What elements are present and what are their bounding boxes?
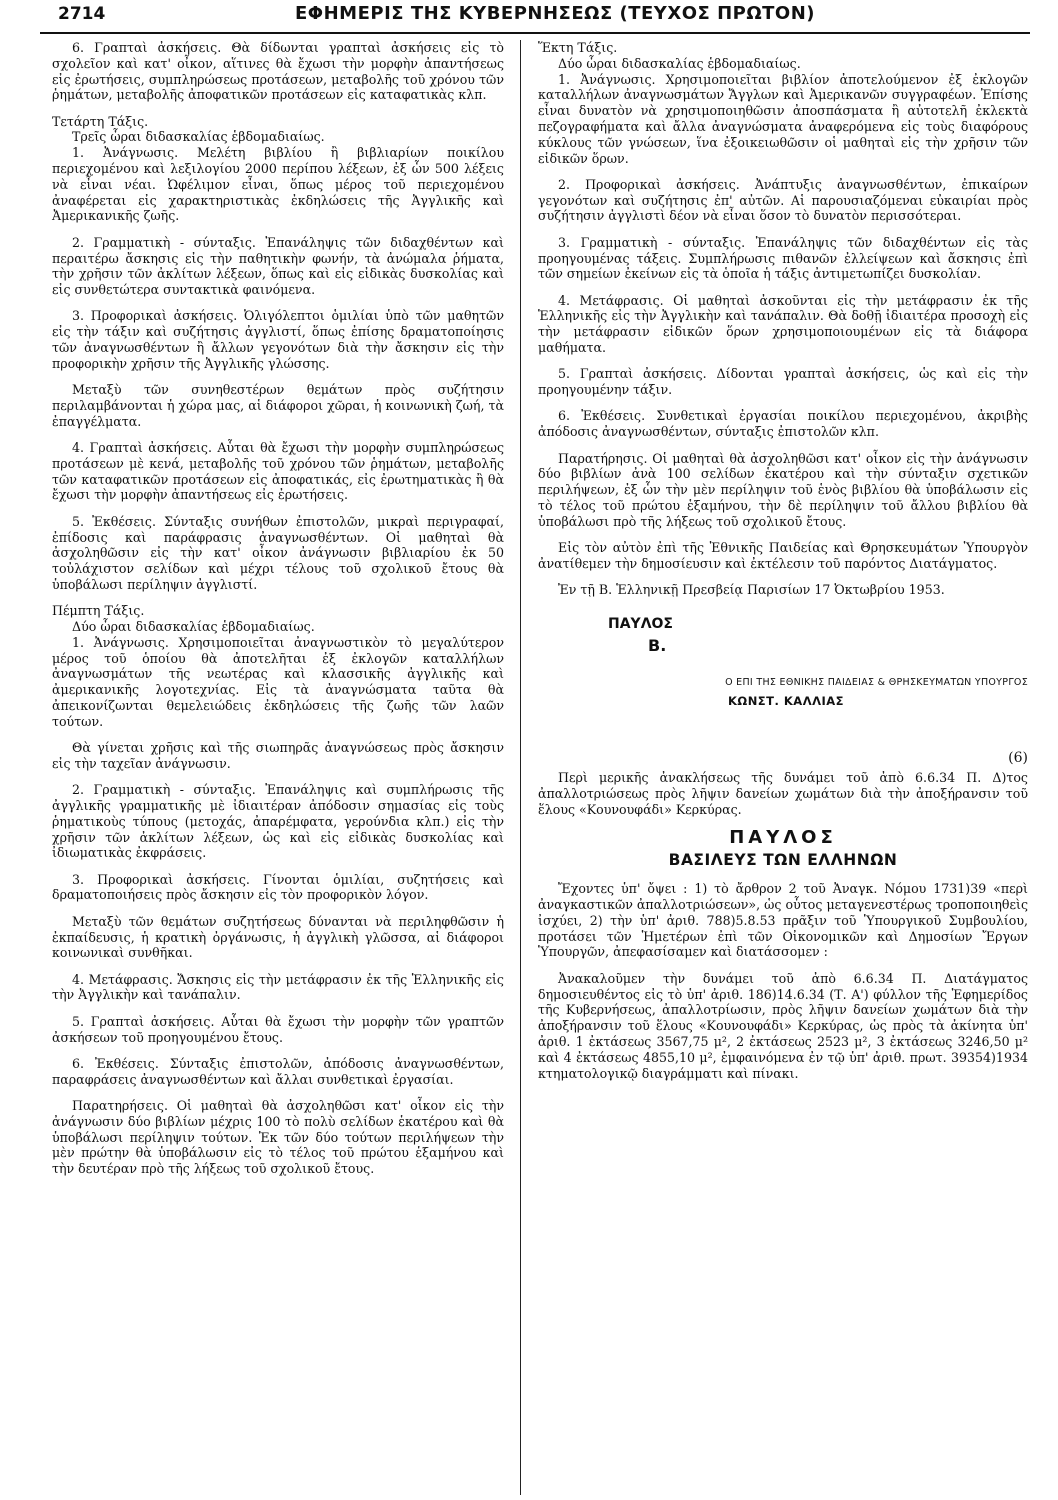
signature-initial: Β. — [648, 635, 667, 655]
left-column — [52, 40, 504, 1187]
paragraph: Τρεῖς ὧραι διδασκαλίας ἑβδομαδιαίως. — [72, 129, 325, 145]
minister-name: ΚΩΝΣΤ. ΚΑΛΛΙΑΣ — [728, 693, 845, 708]
page-header — [40, 0, 1030, 34]
paragraph: 3. Προφορικαὶ ἀσκήσεις. Ὀλιγόλεπτοι ὁμιλίαι ὑπὸ τῶν μαθητῶν εἰς τὴν τάξιν καὶ συζήτησις ἀγγλιστί, ὅπως ἐπίσης δραματοποίησις τῶν ἀναγνωσθέντων ἢ ἄλλων γεγονότων διὰ τὴν ἄσκησιν εἰς τὴν προφορικὴν χρῆσιν τῆς Ἀγγλικῆς γλώσσης. — [52, 308, 504, 371]
paragraph: 6. Γραπταὶ ἀσκήσεις. Θὰ δίδωνται γραπταὶ ἀσκήσεις εἰς τὸ σχολεῖον καὶ κατ' οἶκον, αἵτινες θὰ ἔχωσι τὴν μορφὴν ἀπαντήσεως εἰς ἐρωτήσεις, συμπληρώσεως προτάσεων, μεταβολῆς τοῦ χρόνου τῶν ῥημάτων, μεταβολῆς ἀποφατικῶν προτάσεων εἰς καταφατικὰς κλπ. — [52, 40, 504, 103]
paragraph: 2. Προφορικαὶ ἀσκήσεις. Ἀνάπτυξις ἀναγνωσθέντων, ἐπικαίρων γεγονότων καὶ συζήτησις ἐπ' αὐτῶν. Αἱ παρουσιαζόμεναι εὐκαιρίαι πρὸς συζήτησιν ἀγγλιστὶ δέον νὰ εἶναι ὅσον τὸ δυνατὸν περισσότεραι. — [538, 176, 1028, 224]
paragraph: Παρατήρησις. Οἱ μαθηταὶ θὰ ἀσχοληθῶσι κατ' οἶκον εἰς τὴν ἀνάγνωσιν δύο βιβλίων ἀνὰ 100 σελίδων ἑκατέρου καὶ τὴν σύνταξιν σχετικῶν περιλήψεων, ἐξ ὧν τὴν μὲν περίληψιν τοῦ ἑνὸς βιβλίου θὰ ὑποβάλωσιν εἰς τὸ τέλος τοῦ πρώτου ἑξαμήνου, τὴν δὲ περίληψιν τοῦ ἄλλου βιβλίου θὰ ὑποβάλωσι πρὸ τῆς λήξεως τοῦ σχολικοῦ ἔτους. — [538, 450, 1028, 529]
dateline: Ἐν τῇ Β. Ἑλληνικῇ Πρεσβείᾳ Παρισίων 17 Ὀκτωβρίου 1953. — [558, 582, 945, 598]
paragraph: 4. Μετάφρασις. Οἱ μαθηταὶ ἀσκοῦνται εἰς τὴν μετάφρασιν ἐκ τῆς Ἑλληνικῆς εἰς τὴν Ἀγγλικὴν καὶ τανάπαλιν. Θὰ δοθῇ ἰδιαιτέρα προσοχὴ εἰς τὴν μετάφρασιν εἰδικῶν ὅρων χρησιμοποιουμένων εἰς τὰ διάφορα μαθήματα. — [538, 292, 1028, 356]
paragraph: 1. Ἀνάγνωσις. Χρησιμοποιεῖται ἀναγνωστικὸν τὸ μεγαλύτερον μέρος τοῦ ὁποίου θὰ ἀποτελῆται ἐξ ἐκλογῶν καταλλήλων ἀναγνωσμάτων τῆς νεωτέρας καὶ κλασσικῆς ἀγγλικῆς καὶ ἀμερικανικῆς λογοτεχνίας. Εἰς τὰ ἀναγνώσματα ταῦτα θὰ ἀπεικονίζωνται θεμελειώδεις ἐκδηλώσεις τῆς ζωῆς τῶν λαῶν τούτων. — [52, 634, 504, 729]
paragraph: Θὰ γίνεται χρῆσις καὶ τῆς σιωπηρᾶς ἀναγνώσεως πρὸς ἄσκησιν εἰς τὴν ταχεῖαν ἀνάγνωσιν. — [52, 740, 504, 771]
decree-title: Περὶ μερικῆς ἀνακλήσεως τῆς δυνάμει τοῦ ἀπὸ 6.6.34 Π. Δ)τος ἀπαλλοτριώσεως πρὸς λῆψιν δανείων χωμάτων διὰ τὴν ἀποξήρανσιν τοῦ ἕλους «Κουνουφάδι» Κερκύρας. — [538, 769, 1028, 817]
paragraph: Παρατηρήσεις. Οἱ μαθηταὶ θὰ ἀσχοληθῶσι κατ' οἶκον εἰς τὴν ἀνάγνωσιν δύο βιβλίων μέχρις 100 τὸ πολὺ σελίδων ἑκατέρου καὶ θὰ ὑποβάλωσι περίληψιν τούτων. Ἐκ τῶν δύο τούτων περιλήψεων τὴν μὲν πρώτην θὰ ὑποβάλωσιν εἰς τὸ τέλος τοῦ πρώτου ἑξαμήνου καὶ τὴν δευτέραν πρὸ τῆς λήξεως τοῦ σχολικοῦ ἔτους. — [52, 1097, 504, 1177]
signature-name: ΠΑΥΛΟΣ — [608, 615, 673, 632]
paragraph: 2. Γραμματικὴ - σύνταξις. Ἐπανάληψις τῶν διδαχθέντων καὶ περαιτέρω ἄσκησις εἰς τὴν παθητικὴν φωνήν, τὰ ἀνώμαλα ῥήματα, τὴν χρῆσιν τῶν ἀκλίτων λέξεων, ὅπως καὶ εἰς εἰδικὰς δυσκολίας καὶ εἰς συνθετώτερα συντακτικὰ φαινόμενα. — [52, 234, 504, 298]
king-name: ΠΑΥΛΟΣ — [729, 827, 837, 849]
running-title: ΕΦΗΜΕΡΙΣ ΤΗΣ ΚΥΒΕΡΝΗΣΕΩΣ (ΤΕΥΧΟΣ ΠΡΩΤΟΝ) — [295, 3, 816, 24]
paragraph: Ἔχοντες ὑπ' ὄψει : 1) τὸ ἄρθρον 2 τοῦ Ἀναγκ. Νόμου 1731)39 «περὶ ἀναγκαστικῶν ἀπαλλοτριώσεων», ὡς οὗτος μεταγενεστέρως τροποποιηθεὶς ἰσχύει, 2) τὴν ὑπ' ἀριθ. 788)5.8.53 πρᾶξιν τοῦ Ὑπουργικοῦ Συμβουλίου, προτάσει τῶν Ἡμετέρων ἐπὶ τῶν Οἰκονομικῶν καὶ Δημοσίων Ἔργων Ὑπουργῶν, ἀπεφασίσαμεν καὶ διατάσσομεν : — [538, 881, 1028, 960]
right-column — [538, 40, 1028, 1092]
paragraph: 1. Ἀνάγνωσις. Χρησιμοποιεῖται βιβλίον ἀποτελούμενον ἐξ ἐκλογῶν καταλλήλων ἀναγνωσμάτων Ἄγγλων καὶ Ἀμερικανῶν συγγραφέων. Ἐπίσης εἶναι δυνατὸν νὰ χρησιμοποιηθῶσιν ἀποσπάσματα ἢ αὐτοτελῆ ἐκλεκτὰ πεζογραφήματα καὶ ἄλλα ἀναγνώσματα ἀναφερόμενα εἰς τοὺς διαφόρους κύκλους τῶν γνώσεων, ἵνα ἐξοικειωθῶσιν οἱ μαθηταὶ εἰς τὴν χρῆσιν τῶν εἰδικῶν ὅρων. — [538, 71, 1028, 166]
paragraph: 5. Γραπταὶ ἀσκήσεις. Αὗται θὰ ἔχωσι τὴν μορφὴν τῶν γραπτῶν ἀσκήσεων τοῦ προηγουμένου ἔτους. — [52, 1013, 504, 1045]
paragraph: 1. Ἀνάγνωσις. Μελέτη βιβλίου ἢ βιβλιαρίων ποικίλου περιεχομένου καὶ λεξιλογίου 2000 περίπου λέξεων, ἐξ ὧν 500 λέξεις νὰ εἶναι νέαι. Ὠφέλιμον εἶναι, ὅπως μέρος τοῦ περιεχομένου ἀναφέρεται εἰς χαρακτηριστικὰς ἐκδηλώσεις τῆς Ἀγγλικῆς καὶ Ἀμερικανικῆς ζωῆς. — [52, 145, 504, 224]
paragraph: Δύο ὧραι διδασκαλίας ἑβδομαδιαίως. — [558, 55, 801, 71]
minister-title: Ο ΕΠΙ ΤΗΣ ΕΘΝΙΚΗΣ ΠΑΙΔΕΙΑΣ & ΘΡΗΣΚΕΥΜΑΤΩΝ ΥΠΟΥΡΓΟΣ — [725, 676, 1028, 688]
paragraph: 6. Ἐκθέσεις. Σύνταξις ἐπιστολῶν, ἀπόδοσις ἀναγνωσθέντων, παραφράσεις ἀναγνωσθέντων καὶ ἄλλαι συνθετικαὶ ἐργασίαι. — [52, 1055, 504, 1087]
column-divider — [520, 40, 521, 1495]
decree-number: (6) — [1008, 749, 1028, 766]
paragraph: 4. Μετάφρασις. Ἄσκησις εἰς τὴν μετάφρασιν ἐκ τῆς Ἑλληνικῆς εἰς τὴν Ἀγγλικὴν καὶ τανάπαλιν. — [52, 971, 504, 1003]
paragraph: 5. Ἐκθέσεις. Σύνταξις συνήθων ἐπιστολῶν, μικραὶ περιγραφαί, ἐπίδοσις καὶ παράφρασις ἀναγνωσθέντων. Οἱ μαθηταὶ θὰ ἀσχοληθῶσιν εἰς τὴν κατ' οἶκον ἀνάγνωσιν βιβλιαρίου ἐκ 50 τοὐλάχιστον σελίδων καὶ μέχρι τέλους τοῦ σχολικοῦ ἔτους θὰ ὑποβάλωσι περίληψιν ἀγγλιστί. — [52, 513, 504, 592]
paragraph: 3. Γραμματικὴ - σύνταξις. Ἐπανάληψις τῶν διδαχθέντων εἰς τὰς προηγουμένας τάξεις. Συμπλήρωσις πιθανῶν ἐλλείψεων καὶ ἄσκησις ἐπὶ τῶν σημείων ἐκείνων εἰς τὰ ὁποῖα ἡ τάξις ἀντιμετωπίζει δυσκολίαν. — [538, 234, 1028, 282]
paragraph: 6. Ἐκθέσεις. Συνθετικαὶ ἐργασίαι ποικίλου περιεχομένου, ἀκριβὴς ἀπόδοσις ἀναγνωσθέντων, σύνταξις ἐπιστολῶν κλπ. — [538, 408, 1028, 440]
paragraph: 4. Γραπταὶ ἀσκήσεις. Αὗται θὰ ἔχωσι τὴν μορφὴν συμπληρώσεως προτάσεων μὲ κενά, μεταβολῆς τοῦ χρόνου τῶν ῥημάτων, μεταβολῆς τῶν καταφατικῶν προτάσεων εἰς ἀποφατικάς, εἰς ἐρωτηματικὰς ἢ θὰ ἔχωσι τὴν μορφὴν ἀπαντήσεως εἰς ἐρωτήσεις. — [52, 440, 504, 503]
king-title: ΒΑΣΙΛΕΥΣ ΤΩΝ ΕΛΛΗΝΩΝ — [668, 851, 898, 870]
paragraph: Μεταξὺ τῶν συνηθεστέρων θεμάτων πρὸς συζήτησιν περιλαμβάνονται ἡ χώρα μας, αἱ διάφοροι χῶραι, ἡ κοινωνικὴ ζωή, τὰ ἐπαγγέλματα. — [52, 382, 504, 429]
paragraph: Δύο ὧραι διδασκαλίας ἑβδομαδιαίως. — [72, 619, 315, 634]
paragraph: Ἀνακαλοῦμεν τὴν δυνάμει τοῦ ἀπὸ 6.6.34 Π. Διατάγματος δημοσιευθέντος εἰς τὸ ὑπ' ἀριθ. 186)14.6.34 (Τ. Α') φύλλον τῆς Ἐφημερίδος τῆς Κυβερνήσεως, ἀπαλλοτρίωσιν, πρὸς λῆψιν δανείων χωμάτων διὰ τὴν ἀποξήρανσιν τοῦ ἕλους «Κουνουφάδι» Κερκύρας, ὡς πρὸς τὰ ἀκίνητα ὑπ' ἀριθ. 1 ἐκτάσεως 3567,75 μ², 2 ἐκτάσεως 2523 μ², 3 ἐκτάσεως 3246,50 μ² καὶ 4 ἐκτάσεως 4855,10 μ², ἐμφαινόμενα ἐν τῷ ὑπ' ἀριθ. πρωτ. 39354)1934 κτηματολογικῷ διαγράμματι καὶ πίνακι. — [538, 970, 1028, 1081]
section-heading: Πέμπτη Τάξις. — [52, 603, 145, 619]
paragraph: 5. Γραπταὶ ἀσκήσεις. Δίδονται γραπταὶ ἀσκήσεις, ὡς καὶ εἰς τὴν προηγουμένην τάξιν. — [538, 366, 1028, 398]
paragraph: 3. Προφορικαὶ ἀσκήσεις. Γίνονται ὁμιλίαι, συζητήσεις καὶ δραματοποιήσεις πρὸς ἄσκησιν εἰς τὸν προφορικὸν λόγον. — [52, 871, 504, 903]
paragraph: Μεταξὺ τῶν θεμάτων συζητήσεως δύνανται νὰ περιληφθῶσιν ἡ ἐκπαίδευσις, ἡ κρατικὴ ὀργάνωσις, ἡ ἀγγλικὴ γλῶσσα, αἱ διάφοροι κοινωνικαὶ συνθῆκαι. — [52, 913, 504, 961]
page-number: 2714 — [58, 4, 106, 24]
section-heading: Ἕκτη Τάξις. — [538, 40, 618, 55]
paragraph: Εἰς τὸν αὐτὸν ἐπὶ τῆς Ἐθνικῆς Παιδείας καὶ Θρησκευμάτων Ὑπουργὸν ἀνατίθεμεν τὴν δημοσίευσιν καὶ ἐκτέλεσιν τοῦ παρόντος Διατάγματος. — [538, 540, 1028, 571]
paragraph: 2. Γραμματικὴ - σύνταξις. Ἐπανάληψις καὶ συμπλήρωσις τῆς ἀγγλικῆς γραμματικῆς μὲ ἰδιαιτέραν ἀπόδοσιν σημασίας εἰς τοὺς ῥηματικοὺς τύπους (μετοχάς, ἀπαρέμφατα, γερούνδια κλπ.) εἰς τὴν χρῆσιν τῶν ἀκλίτων λέξεων, ὡς καὶ εἰς εἰδικὰς δυσκολίας καὶ ἰδιωματικὰς ἐκφράσεις. — [52, 782, 504, 861]
section-heading: Τετάρτη Τάξις. — [52, 113, 149, 129]
